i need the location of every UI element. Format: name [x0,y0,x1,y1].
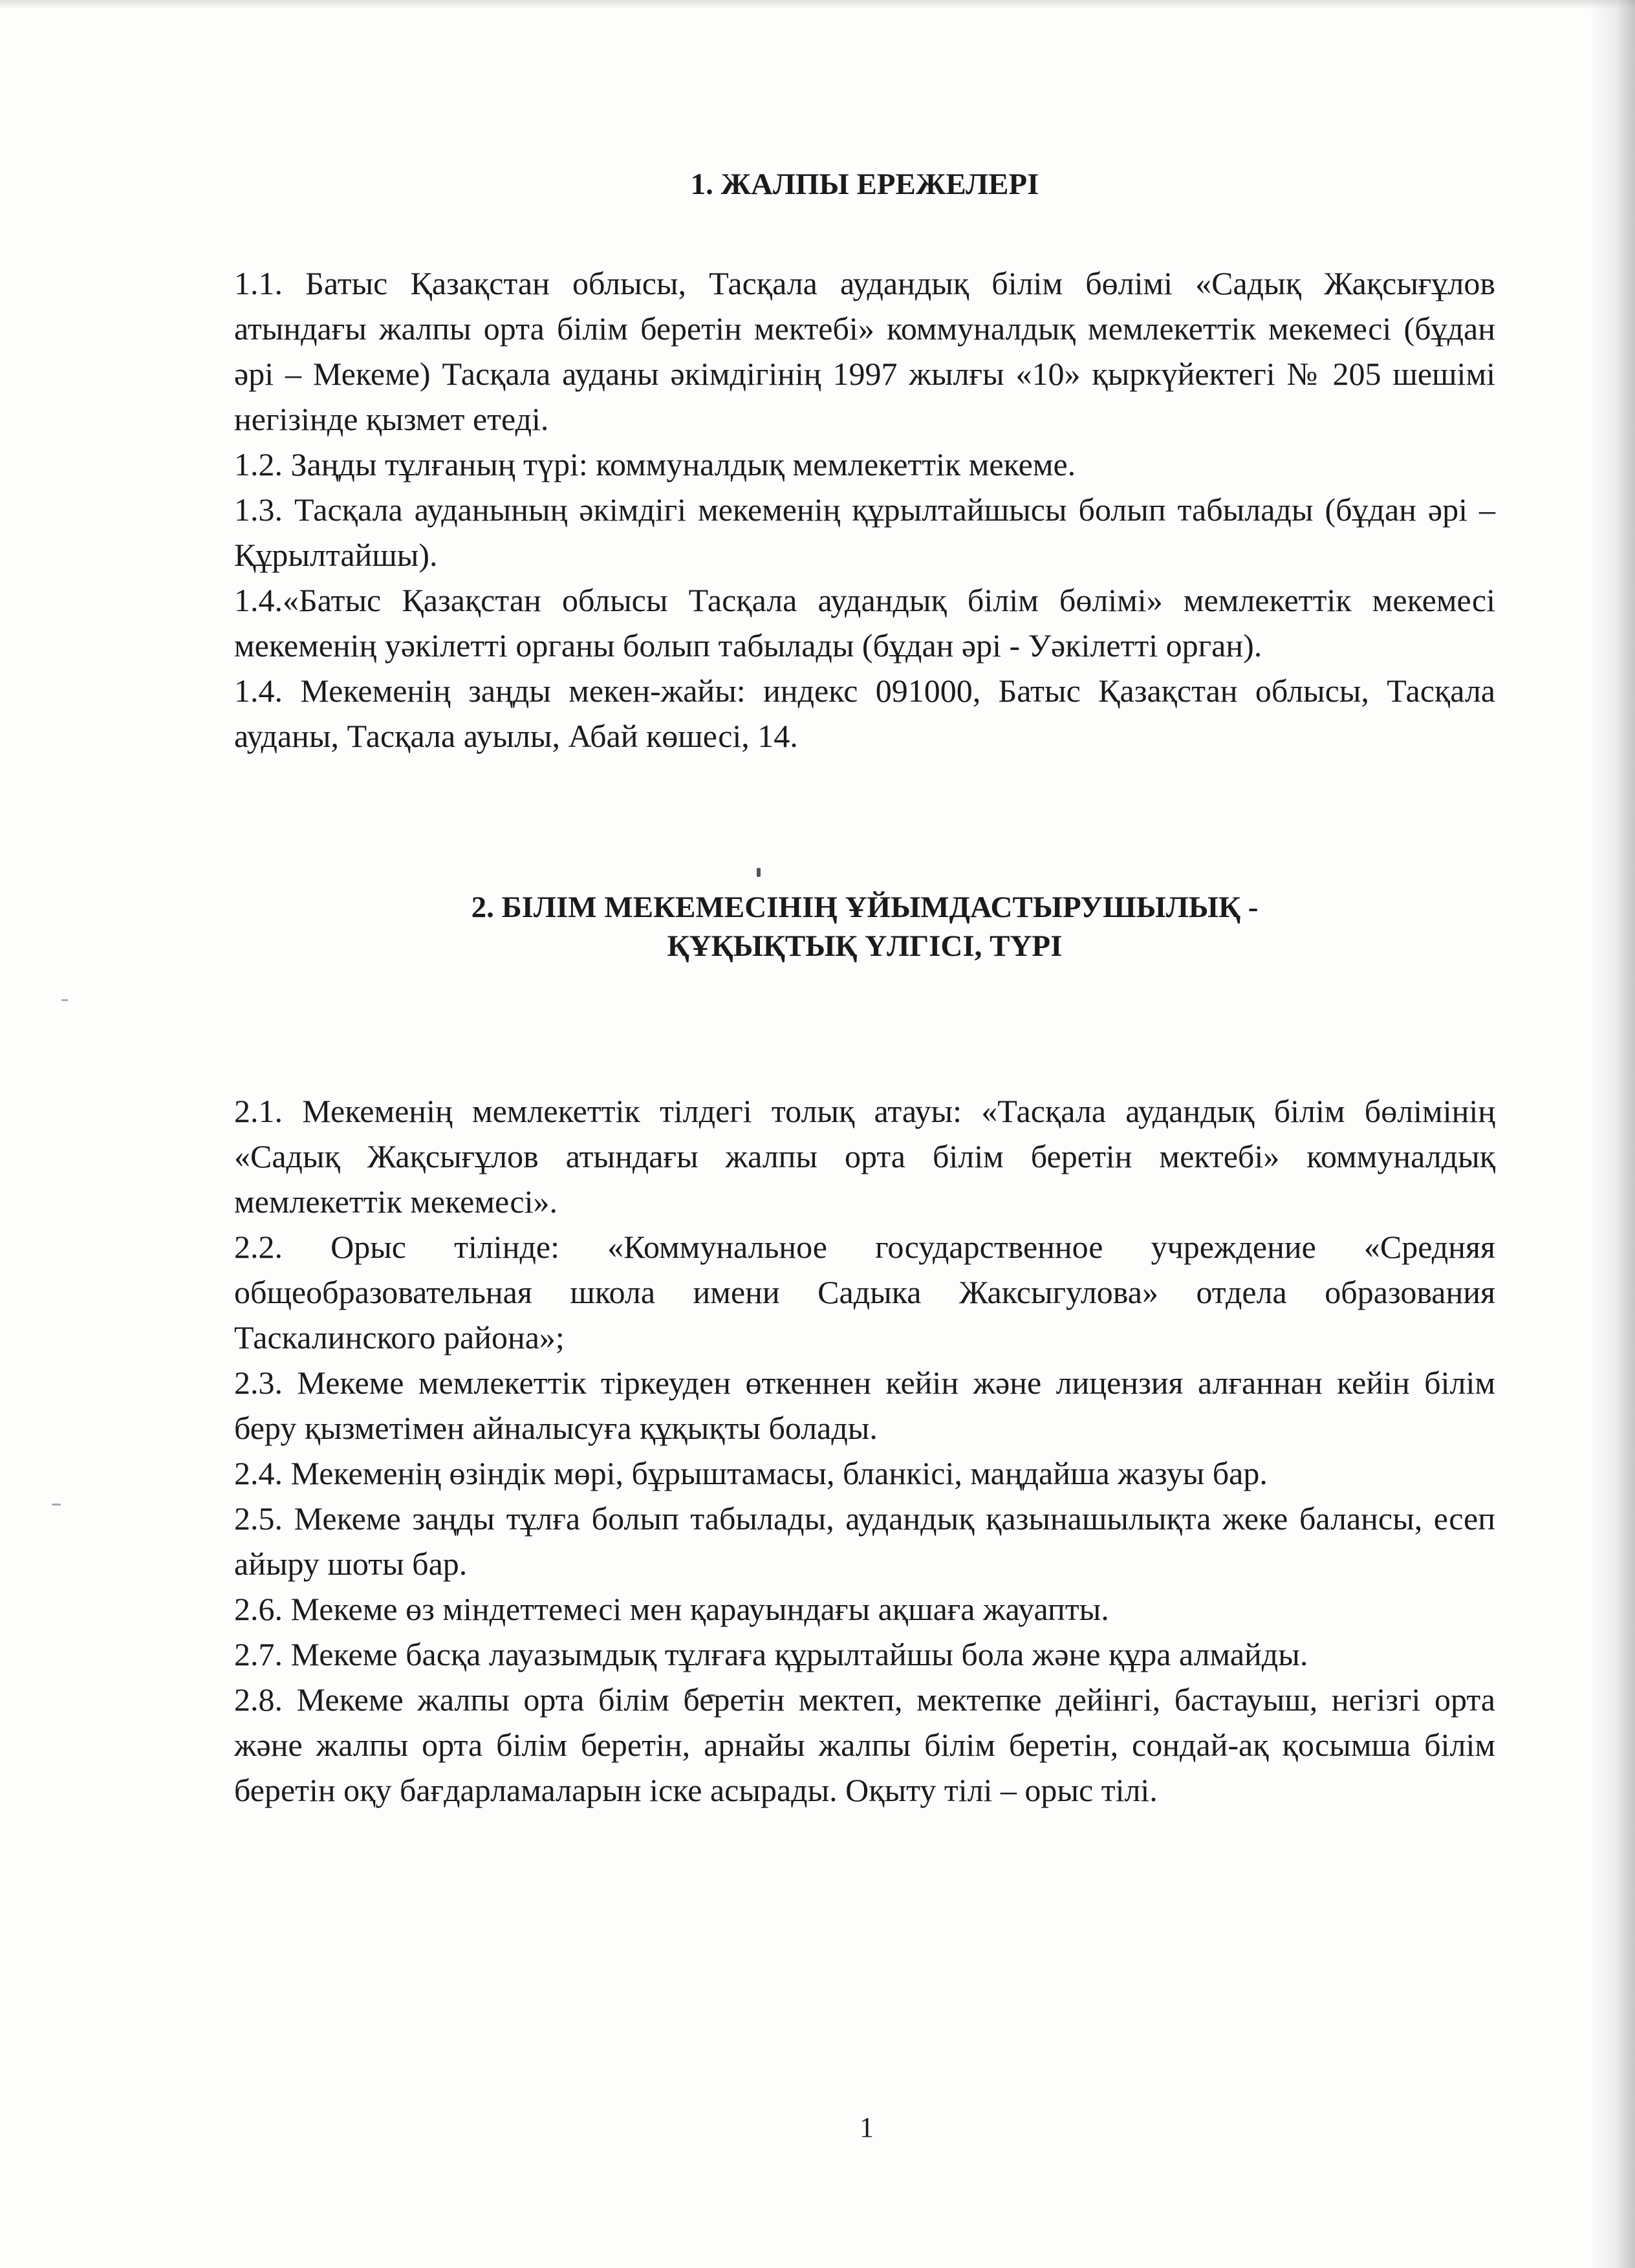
paragraph-2-1: 2.1. Мекеменің мемлекеттік тілдегі толық атауы: «Тасқала аудандық білім бөлімінің «Садық Жақсығұлов атындағы жалпы орта білім беретін мектебі» коммуналдық мемлекеттік мекемесі». [234,1093,1495,1220]
paragraph-2-4: 2.4. Мекеменің өзіндік мөрі, бұрыштамасы, бланкісі, маңдайша жазуы бар. [234,1455,1268,1491]
paragraph-1-2: 1.2. Заңды тұлғаның түрі: коммуналдық мемлекеттік мекеме. [234,446,1076,482]
section-1-paragraphs [234,261,1495,759]
section-2-heading-line-1: 2. БІЛІМ МЕКЕМЕСІНІҢ ҰЙЫМДАСТЫРУШЫЛЫҚ - [471,891,1259,924]
scan-top-edge [0,0,1635,9]
paragraph-1-1: 1.1. Батыс Қазақстан облысы, Тасқала аудандық білім бөлімі «Садық Жақсығұлов атындағы жалпы орта білім беретін мектебі» коммуналдық мемлекеттік мекемесі (бұдан әрі – Мекеме) Тасқала ауданы әкімдігінің 1997 жылғы «10» қыркүйектегі № 205 шешімі негізінде қызмет етеді. [234,265,1495,437]
section-2-heading [234,888,1495,966]
paragraph-2-3: 2.3. Мекеме мемлекеттік тіркеуден өткеннен кейін және лицензия алғаннан кейін білім беру қызметімен айналысуға құқықты болады. [234,1365,1495,1446]
paragraph-1-4b: 1.4. Мекеменің заңды мекен-жайы: индекс 091000, Батыс Қазақстан облысы, Тасқала ауданы, Тасқала ауылы, Абай көшесі, 14. [234,673,1495,754]
scan-speck [61,999,68,1001]
scan-speck [52,1504,61,1506]
scan-edge-shadow [1590,0,1635,2268]
page-number: 1 [860,2111,874,2143]
section-1-heading: 1. ЖАЛПЫ ЕРЕЖЕЛЕРІ [690,167,1039,201]
section-2-heading-line-2: ҚҰҚЫҚТЫҚ ҮЛГІСІ, ТҮРІ [667,929,1063,963]
paragraph-2-6: 2.6. Мекеме өз міндеттемесі мен қарауындағы ақшаға жауапты. [234,1591,1109,1627]
document-body [234,165,1495,1813]
paragraph-2-5: 2.5. Мекеме заңды тұлға болып табылады, аудандық қазынашылықта жеке балансы, есеп айыру шоты бар. [234,1500,1495,1582]
paragraph-1-3: 1.3. Тасқала ауданының әкімдігі мекеменің құрылтайшысы болып табылады (бұдан әрі – Құрылтайшы). [234,491,1495,573]
section-2-paragraphs [234,1088,1495,1813]
paragraph-2-7: 2.7. Мекеме басқа лауазымдық тұлғаға құрылтайшы бола және құра алмайды. [234,1636,1308,1672]
paragraph-2-2: 2.2. Орыс тілінде: «Коммунальное государственное учреждение «Средняя общеобразовательная школа имени Садыка Жаксыгулова» отдела образования Таскалинского района»; [234,1229,1495,1355]
paragraph-2-8: 2.8. Мекеме жалпы орта білім беретін мектеп, мектепке дейінгі, бастауыш, негізгі орта және жалпы орта білім беретін, арнайы жалпы білім беретін, сондай-ақ қосымша білім беретін оқу бағдарламаларын іске асырады. Оқыту тілі – орыс тілі. [234,1681,1495,1808]
paragraph-1-4a: 1.4.«Батыс Қазақстан облысы Тасқала аудандық білім бөлімі» мемлекеттік мекемесі мекеменің уәкілетті органы болып табылады (бұдан әрі - Уәкілетті орган). [234,582,1495,664]
